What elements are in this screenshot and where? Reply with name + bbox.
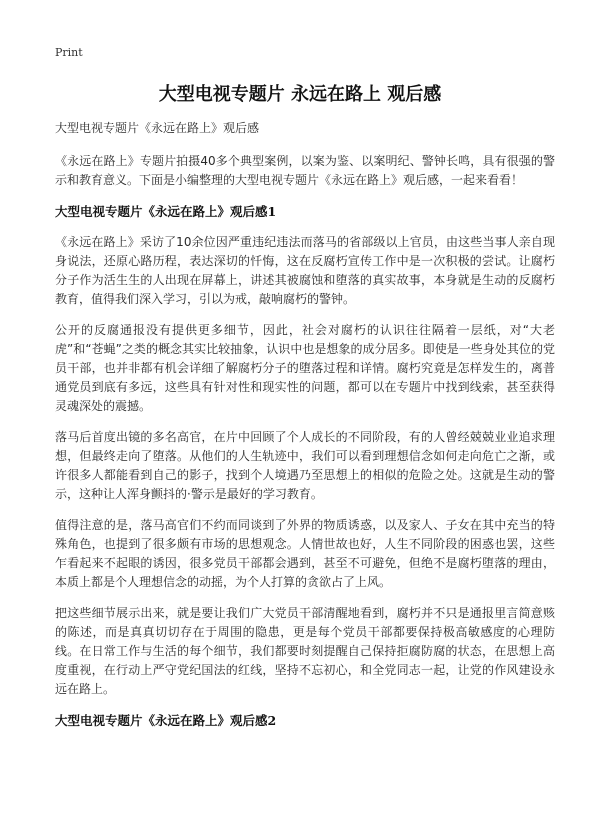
section-1-heading: 大型电视专题片《永远在路上》观后感1: [55, 204, 277, 219]
section-1-paragraph-5: 把这些细节展示出来，就是要让我们广大党员干部清醒地看到，腐朽并不只是通报里言简意赅的陈述，而是真真切切存在于周围的隐患，更是每个党员干部都要保持极高敏感度的心理防线。在日常工作与生活的每个细节，我们都要时刻提醒自己保持拒腐防腐的状态，在思想上高度重视，在行动上严守党纪国法的红线，坚持不忘初心，和全党同志一起，让党的作风建设永远在路上。: [55, 606, 555, 696]
page-title: 大型电视专题片 永远在路上 观后感: [158, 84, 442, 105]
section-1-paragraph-3: 落马后首度出镜的多名高官，在片中回顾了个人成长的不同阶段，有的人曾经兢兢业业追求理想，但最终走向了堕落。从他们的人生轨迹中，我们可以看到理想信念如何走向危亡之渐，或许很多人都能看到自己的影子，找到个人境遇乃至思想上的相似的危险之处。这就是生动的警示，这种让人浑身颤抖的·警示是最好的学习教育。: [55, 430, 555, 501]
article-subtitle: 大型电视专题片《永远在路上》观后感: [55, 121, 260, 135]
section-1-paragraph-2: 公开的反腐通报没有提供更多细节，因此，社会对腐朽的认识往往隔着一层纸，对“大老虎”和“苍蝇”之类的概念其实比较抽象，认识中也是想象的成分居多。即使是一些身处其位的党员干部，也并非都有机会详细了解腐朽分子的堕落过程和详情。腐朽究竟是怎样发生的，离普通党员到底有多远，这些具有针对性和现实性的问题，都可以在专题片中找到线索，甚至获得灵魂深处的震撼。: [55, 323, 555, 413]
section-1-paragraph-1: 《永远在路上》采访了10余位因严重违纪违法而落马的省部级以上官员，由这些当事人亲自现身说法，还原心路历程，表达深切的忏悔，这在反腐朽宣传工作中是一次积极的尝试。让腐朽分子作为活生生的人出现在屏幕上，讲述其被腐蚀和堕落的真实故事，本身就是生动的反腐朽教育，值得我们深入学习，引以为戒，敲响腐朽的警钟。: [55, 235, 555, 306]
intro-paragraph: 《永远在路上》专题片拍摄40多个典型案例，以案为鉴、以案明纪、警钟长鸣，具有很强的警示和教育意义。下面是小编整理的大型电视专题片《永远在路上》观后感，一起来看看！: [55, 154, 555, 187]
section-1-paragraph-4: 值得注意的是，落马高官们不约而同谈到了外界的物质诱惑，以及家人、子女在其中充当的特殊角色，也提到了很多颇有市场的思想观念。人情世故也好，人生不同阶段的困惑也罢，这些乍看起来不起眼的诱因，很多党员干部都会遇到，甚至不可避免，但绝不是腐朽堕落的理由，本质上都是个人理想信念的动摇，为个人打算的贪欲占了上风。: [55, 518, 555, 589]
print-link[interactable]: Print: [55, 46, 83, 59]
article-body: [55, 119, 555, 742]
section-2-heading: 大型电视专题片《永远在路上》观后感2: [55, 713, 277, 728]
